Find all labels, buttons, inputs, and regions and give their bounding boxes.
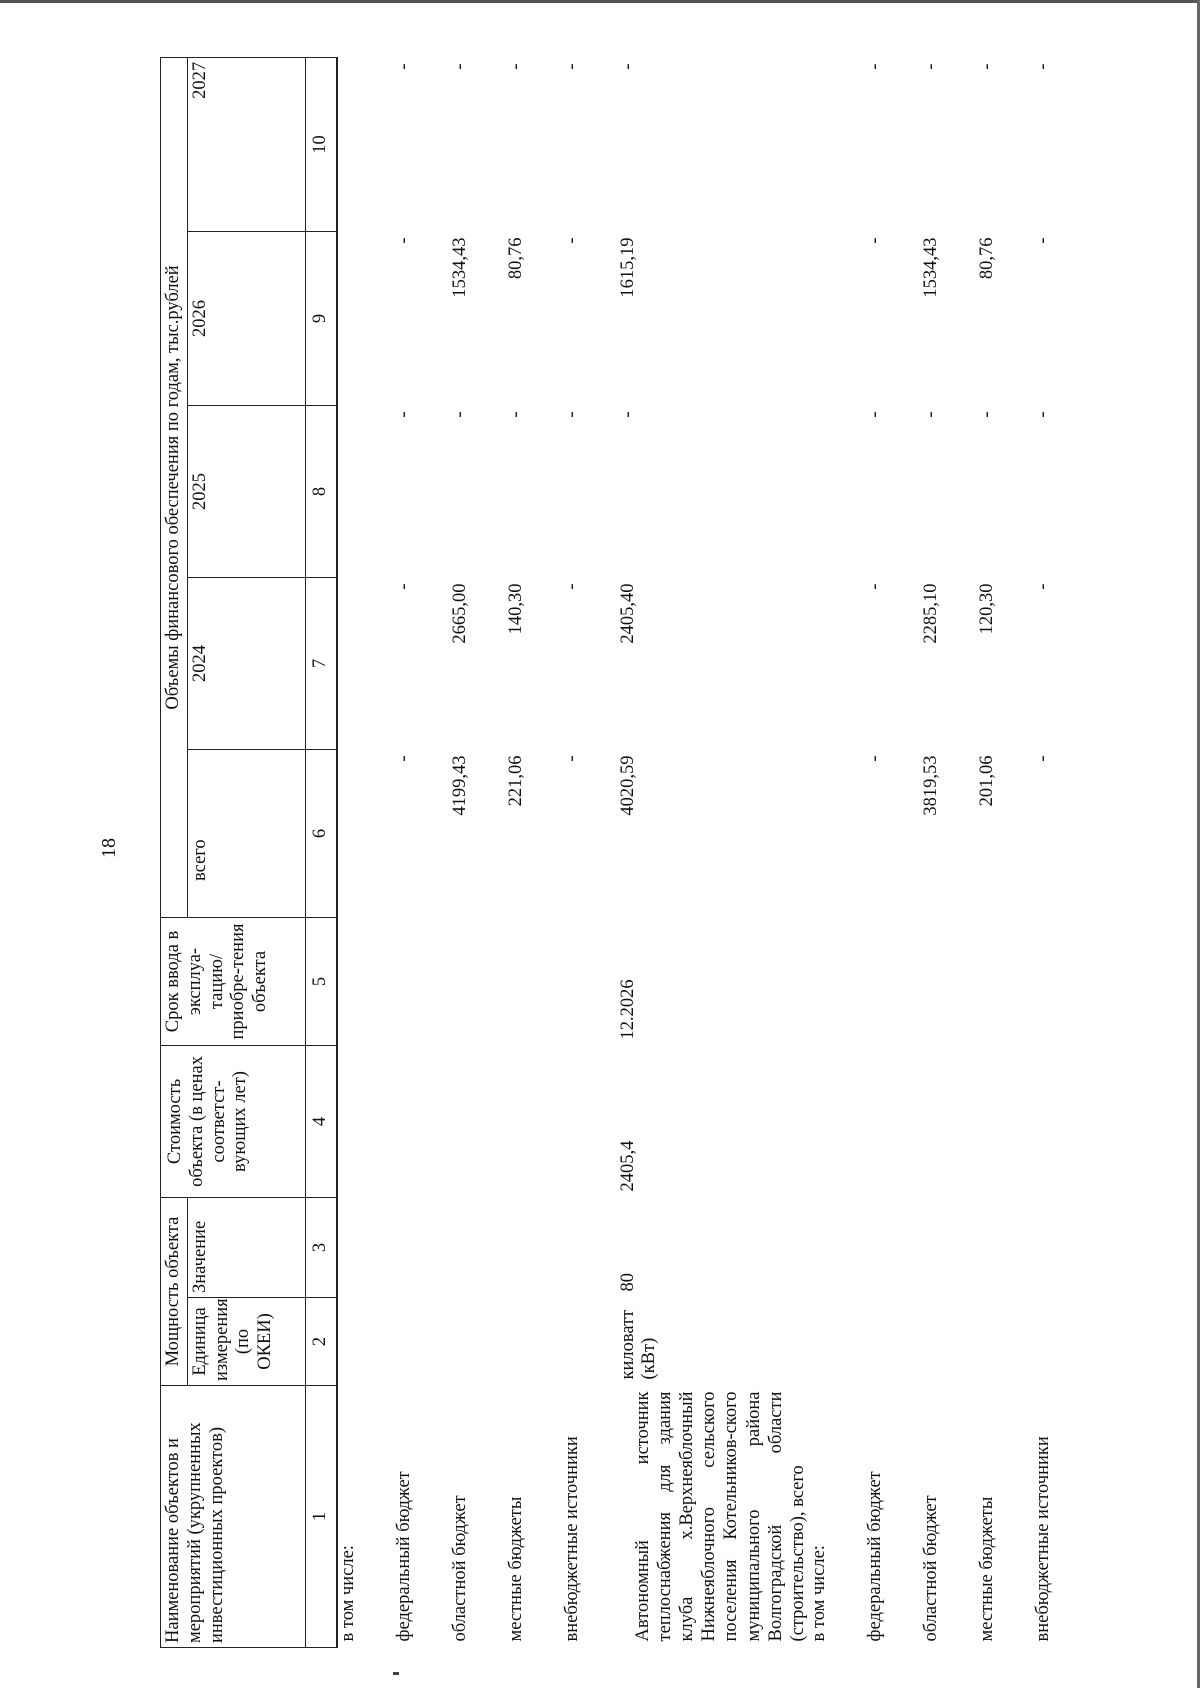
row-2024	[337, 577, 394, 749]
row-name: областной бюджет	[449, 1495, 470, 1642]
table-body	[337, 57, 1090, 1647]
row-value	[562, 1197, 618, 1297]
row-2026: -	[1033, 237, 1054, 244]
column-number: 2	[305, 1298, 336, 1386]
row-cost	[977, 1045, 1033, 1197]
row-2026: 1534,43	[921, 237, 942, 298]
column-number: 4	[305, 1045, 336, 1197]
column-number: 10	[305, 57, 336, 231]
row-term: 12.2026	[617, 979, 638, 1040]
row-value	[809, 1197, 865, 1297]
table-row	[506, 57, 562, 1647]
row-term	[1033, 917, 1089, 1045]
column-number: 8	[305, 405, 336, 577]
row-term	[450, 917, 506, 1045]
header-unit: Единица измерения (по ОКЕИ)	[187, 1298, 305, 1386]
row-total: -	[1033, 755, 1054, 762]
row-unit	[506, 1298, 562, 1386]
row-cost	[450, 1045, 506, 1197]
row-2025: -	[393, 411, 414, 418]
row-name: внебюджетные источники	[561, 1436, 582, 1642]
row-2025	[337, 405, 394, 577]
row-2026: 80,76	[505, 237, 526, 280]
column-number: 5	[305, 917, 336, 1045]
rotated-document	[98, 58, 1118, 1648]
row-2024: -	[393, 583, 414, 590]
row-unit	[809, 1298, 865, 1386]
header-2024: 2024	[187, 577, 305, 749]
row-unit	[977, 1298, 1033, 1386]
row-value	[450, 1197, 506, 1297]
row-term	[337, 917, 394, 1045]
row-2024: 120,30	[977, 583, 998, 635]
row-term	[394, 917, 450, 1045]
row-2027: -	[505, 63, 526, 70]
row-value	[921, 1197, 977, 1297]
table-row	[921, 57, 977, 1647]
row-name: в том числе:	[809, 1545, 830, 1642]
row-unit: киловатт (кВт)	[617, 1309, 660, 1380]
row-cost	[562, 1045, 618, 1197]
row-2026: 80,76	[977, 237, 998, 280]
row-name: федеральный бюджет	[393, 1471, 414, 1642]
row-2026: -	[393, 237, 414, 244]
row-cost	[506, 1045, 562, 1197]
row-total: 3819,53	[921, 755, 942, 816]
row-cost	[809, 1045, 865, 1197]
row-cost	[865, 1045, 921, 1197]
row-2025: -	[561, 411, 582, 418]
row-2026: 1534,43	[449, 237, 470, 298]
row-2024: -	[561, 583, 582, 590]
header-2025: 2025	[187, 405, 305, 577]
row-value	[865, 1197, 921, 1297]
row-2027: -	[561, 63, 582, 70]
row-unit	[865, 1298, 921, 1386]
row-value	[506, 1197, 562, 1297]
row-total: 201,06	[977, 755, 998, 807]
header-value: Значение	[187, 1197, 305, 1297]
financing-table	[160, 57, 1089, 1648]
header-2026: 2026	[187, 231, 305, 405]
row-unit	[450, 1298, 506, 1386]
column-numbers-row	[305, 57, 336, 1647]
row-cost: 2405,4	[617, 1140, 638, 1192]
row-term	[921, 917, 977, 1045]
header-total: всего	[187, 749, 305, 917]
header-2027: 2027	[187, 57, 305, 231]
row-unit	[394, 1298, 450, 1386]
row-value	[1033, 1197, 1089, 1297]
row-term	[506, 917, 562, 1045]
table-row	[450, 57, 506, 1647]
table-row	[337, 57, 394, 1647]
row-total: 4020,59	[617, 755, 638, 816]
column-number: 6	[305, 749, 336, 917]
row-2024: 2665,00	[449, 583, 470, 644]
row-cost	[337, 1045, 394, 1197]
header-row-1	[161, 57, 188, 1647]
row-2026: -	[561, 237, 582, 244]
column-number: 3	[305, 1197, 336, 1297]
row-total: 221,06	[505, 755, 526, 807]
table-row	[865, 57, 921, 1647]
column-number: 7	[305, 577, 336, 749]
row-name: областной бюджет	[921, 1495, 942, 1642]
row-2027: -	[617, 63, 638, 70]
row-unit	[1033, 1298, 1089, 1386]
row-2027	[337, 57, 394, 231]
row-name: Автономный источник теплоснабжения для здания клуба х.Верхнеяблочный Нижнеяблочного сельского поселения Котельников-ского муниципального района Волгоградской области (строительство), всего	[632, 1391, 808, 1642]
row-term	[865, 917, 921, 1045]
row-unit	[337, 1298, 394, 1386]
row-name: в том числе:	[337, 1545, 358, 1642]
table-row	[977, 57, 1033, 1647]
row-2027: -	[449, 63, 470, 70]
row-2025: -	[1033, 411, 1054, 418]
row-2024	[809, 577, 865, 749]
table-row	[618, 57, 810, 1647]
row-term	[977, 917, 1033, 1045]
row-total	[337, 749, 394, 917]
row-2025: -	[921, 411, 942, 418]
column-number: 1	[305, 1386, 336, 1648]
row-2024: 140,30	[505, 583, 526, 635]
row-term	[809, 917, 865, 1045]
row-2024: -	[1033, 583, 1054, 590]
row-2025: -	[449, 411, 470, 418]
table-row	[809, 57, 865, 1647]
scan-mark	[393, 1672, 399, 1675]
row-cost	[1033, 1045, 1089, 1197]
row-2025: -	[977, 411, 998, 418]
row-2027	[809, 57, 865, 231]
row-2025: -	[505, 411, 526, 418]
row-value	[394, 1197, 450, 1297]
row-2027: -	[865, 63, 886, 70]
header-name: Наименование объектов и мероприятий (укрупненных инвестиционных проектов)	[161, 1386, 306, 1648]
row-unit	[562, 1298, 618, 1386]
row-term	[562, 917, 618, 1045]
row-2027: -	[977, 63, 998, 70]
row-name: федеральный бюджет	[865, 1471, 886, 1642]
table-row	[1033, 57, 1089, 1647]
row-2025: -	[865, 411, 886, 418]
row-total: -	[865, 755, 886, 762]
page-number: 18	[98, 838, 120, 858]
scan-edge-top	[0, 0, 1200, 3]
table-row	[394, 57, 450, 1647]
header-cost: Стоимость объекта (в ценах соответст-вующих лет)	[161, 1045, 306, 1197]
row-2024: -	[865, 583, 886, 590]
row-2025: -	[617, 411, 638, 418]
row-cost	[394, 1045, 450, 1197]
row-unit	[921, 1298, 977, 1386]
row-2026: 1615,19	[617, 237, 638, 298]
row-value: 80	[617, 1273, 638, 1292]
row-total: 4199,43	[449, 755, 470, 816]
row-total: -	[393, 755, 414, 762]
row-name: местные бюджеты	[977, 1496, 998, 1642]
header-power-group: Мощность объекта	[161, 1197, 188, 1385]
header-finance-group: Объемы финансового обеспечения по годам, тыс.рублей	[161, 57, 188, 917]
table-row	[562, 57, 618, 1647]
row-cost	[921, 1045, 977, 1197]
row-2025	[809, 405, 865, 577]
column-number: 9	[305, 231, 336, 405]
row-2027: -	[393, 63, 414, 70]
row-2026: -	[865, 237, 886, 244]
row-2027: -	[1033, 63, 1054, 70]
row-total: -	[561, 755, 582, 762]
row-2026	[337, 231, 394, 405]
row-name: внебюджетные источники	[1033, 1436, 1054, 1642]
row-2026	[809, 231, 865, 405]
row-total	[809, 749, 865, 917]
row-2024: 2285,10	[921, 583, 942, 644]
row-value	[337, 1197, 394, 1297]
row-2024: 2405,40	[617, 583, 638, 644]
header-term: Срок ввода в эксплуа-тацию/ приобре-тения объекта	[161, 917, 306, 1045]
row-2027: -	[921, 63, 942, 70]
row-value	[977, 1197, 1033, 1297]
row-name: местные бюджеты	[505, 1496, 526, 1642]
